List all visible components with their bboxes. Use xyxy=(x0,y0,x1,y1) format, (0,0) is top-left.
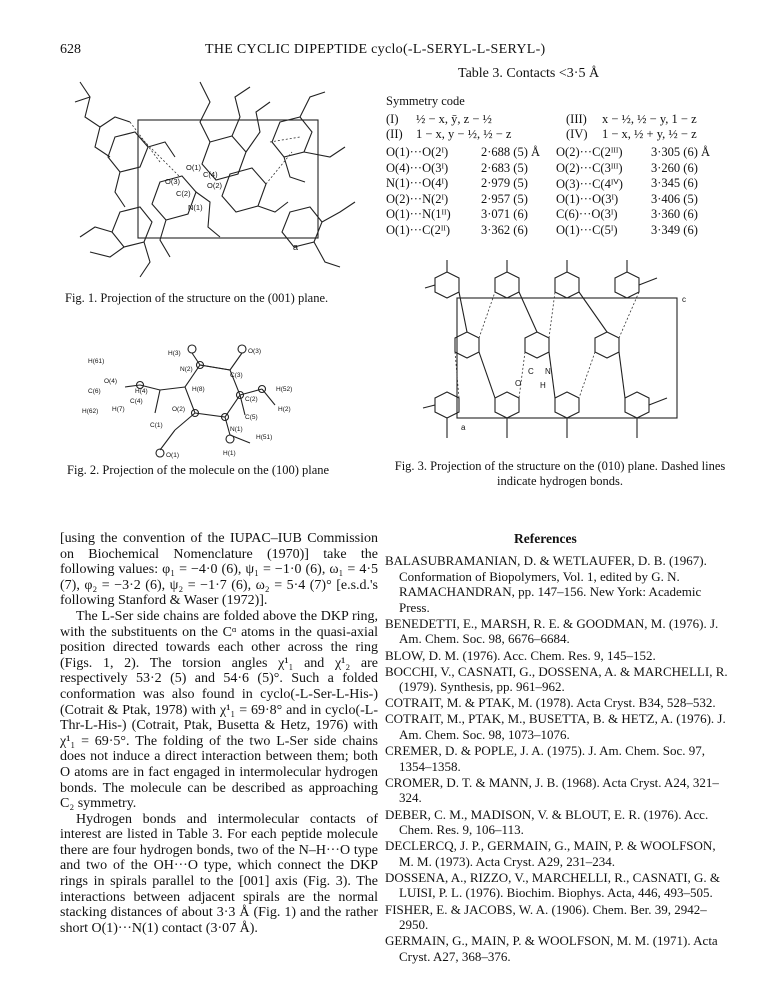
page-number: 628 xyxy=(60,42,81,57)
fig2-label-o4: O(4) xyxy=(104,378,117,385)
reference-item: DEBER, C. M., MADISON, V. & BLOUT, E. R. (1976). Acc. Chem. Res. 9, 106–113. xyxy=(385,806,709,838)
fig3-label-h: H xyxy=(540,381,546,390)
fig2-label-h4: H(4) xyxy=(135,388,148,395)
reference-item: COTRAIT, M. & PTAK, M. (1978). Acta Cryst. B34, 528–532. xyxy=(385,695,716,711)
contact-atoms: O(1)···C(2ᴵᴵ) xyxy=(386,222,450,237)
reference-item: FISHER, E. & JACOBS, W. A. (1906). Chem. Ber. 39, 2942–2950. xyxy=(385,901,707,933)
contact-distance: 2·683 (5) xyxy=(481,160,528,175)
fig1-label-c4: C(4) xyxy=(203,170,218,179)
fig2-label-h2: H(2) xyxy=(278,406,291,413)
contact-row xyxy=(386,207,756,223)
references-heading: References xyxy=(514,531,577,546)
figure-3-structure xyxy=(395,258,705,453)
fig2-label-c1: C(1) xyxy=(150,422,163,429)
fig2-label-o1: O(1) xyxy=(166,452,179,459)
contact-atoms: O(2)···C(3ᴵᴵᴵ) xyxy=(556,160,623,175)
symmetry-expr: ½ − x, ȳ, z − ½ xyxy=(416,112,492,126)
symmetry-code: (II) xyxy=(386,127,403,141)
symmetry-code-heading: Symmetry code xyxy=(386,94,465,108)
symmetry-code: (III) xyxy=(566,112,587,126)
symmetry-expr: 1 − x, ½ + y, ½ − z xyxy=(602,127,697,141)
contacts-table xyxy=(386,145,756,238)
contact-atoms: O(1)···N(1ᴵᴵ) xyxy=(386,207,451,221)
fig1-label-o3: O(3) xyxy=(165,177,180,186)
fig1-label-c2: C(2) xyxy=(176,189,191,198)
contact-distance: 3·360 (6) xyxy=(651,207,698,221)
symmetry-row xyxy=(386,112,726,127)
contact-atoms: O(4)···O(3ᴵ) xyxy=(386,160,449,175)
reference-item: BLOW, D. M. (1976). Acc. Chem. Res. 9, 145–152. xyxy=(385,647,656,663)
symmetry-row xyxy=(386,127,726,142)
contact-distance: 3·345 (6) xyxy=(651,176,698,190)
contact-distance: 2·688 (5) Å xyxy=(481,145,541,159)
fig2-label-n2: N(2) xyxy=(180,366,193,373)
reference-item: COTRAIT, M., PTAK, M., BUSETTA, B. & HETZ, A. (1976). J. Am. Chem. Soc. 98, 1073–1076. xyxy=(385,711,726,743)
contact-atoms: O(3)···C(4ᴵⱽ) xyxy=(556,177,623,191)
reference-item: BOCCHI, V., CASNATI, G., DOSSENA, A. & MARCHELLI, R. (1979). Synthesis, pp. 961–962. xyxy=(385,663,728,695)
fig2-label-h61: H(61) xyxy=(88,358,105,365)
body-paragraph-3: Hydrogen bonds and intermolecular contacts of interest are listed in Table 3. For each peptide molecule there are four hydrogen bonds, two of the N–H···O type and two of the OH···O type, which connect the DKP rings in spirals parallel to the [001] axis (Fig. 3). The interactions between adjacent spirals are the normal stacking distances of about 3·3 Å (Fig. 1) and the rather short O(1)···N(1) contact (3·07 Å). xyxy=(60,811,378,936)
reference-item: GERMAIN, G., MAIN, P. & WOOLFSON, M. M. (1971). Acta Cryst. A27, 368–376. xyxy=(385,933,718,964)
body-text-column xyxy=(60,531,378,936)
fig1-axis-a: a xyxy=(293,242,299,252)
reference-item: CREMER, D. & POPLE, J. A. (1975). J. Am. Chem. Soc. 97, 1354–1358. xyxy=(385,743,705,774)
figure-3-caption-line-1: Fig. 3. Projection of the structure on the (010) plane. Dashed lines xyxy=(394,459,726,473)
fig2-label-h1: H(1) xyxy=(223,450,236,457)
fig2-label-o2: O(2) xyxy=(172,406,185,413)
fig2-label-c6: C(6) xyxy=(88,388,101,395)
reference-item: CROMER, D. T. & MANN, J. B. (1968). Acta Cryst. A24, 321–324. xyxy=(385,774,719,806)
contact-atoms: O(1)···O(3ᴵ) xyxy=(556,191,619,206)
contact-distance: 3·071 (6) xyxy=(481,207,528,221)
body-paragraph-2: The L-Ser side chains are folded above the DKP ring, with the substituents on the Cᵅ atoms in the quasi-axial position directed towards each other across the ring (Figs. 1, 2). The torsion angles χ¹₁ and χ¹₂ are respectively 53·2 (5) and 54·6 (5)°. Such a folded conformation was also found in cyclo(-L-Ser-L-His-) (Cotrait & Ptak, 1978) with χ¹₁ = 69·8° and in cyclo(-L-Thr-L-His-) (Cotrait, Ptak, Busetta & Hetz, 1976) with χ¹₁ = 69·5°. The folding of the two L-Ser side chains does not induce a direct interaction between them; both O atoms are in fact engaged in intermolecular hydrogen bonds. The molecule can be described as approaching C₂ symmetry. xyxy=(60,608,378,812)
symmetry-expr: 1 − x, y − ½, ½ − z xyxy=(416,127,512,141)
fig2-label-c2: C(2) xyxy=(245,396,258,403)
contact-distance: 3·406 (5) xyxy=(651,191,698,206)
figure-3-caption-line-2: indicate hydrogen bonds. xyxy=(496,474,623,488)
symmetry-code-table xyxy=(386,112,726,142)
fig2-label-o3: O(3) xyxy=(248,348,261,355)
table-3-title: Table 3. Contacts <3·5 Å xyxy=(458,66,600,81)
contact-row xyxy=(386,176,756,192)
body-paragraph-1: [using the convention of the IUPAC–IUB Commission on Biochemical Nomenclature (1970)] take the following values: φ₁ = −4·0 (6), ψ₁ = −1·0 (6), ω₁ = 4·5 (7), φ₂ = −3·2 (6), ψ₂ = −1·7 (6), ω₂ = 5·4 (7)° [e.s.d.'s following Stanford & Waser (1972)]. xyxy=(60,531,378,609)
contact-atoms: O(1)···C(5ᴵ) xyxy=(556,222,618,237)
fig1-label-n1: N(1) xyxy=(188,203,203,212)
figure-1-structure xyxy=(60,62,365,287)
symmetry-expr: x − ½, ½ − y, 1 − z xyxy=(602,112,697,126)
contact-distance: 3·349 (6) xyxy=(651,222,698,237)
contact-distance: 2·957 (5) xyxy=(481,191,528,206)
references-list xyxy=(385,553,730,965)
fig3-axis-a: a xyxy=(461,423,466,432)
contact-atoms: O(2)···C(2ᴵᴵᴵ) xyxy=(556,145,623,159)
fig2-label-n1: N(1) xyxy=(230,426,243,433)
fig2-label-h52: H(52) xyxy=(276,386,293,393)
symmetry-code: (IV) xyxy=(566,127,588,141)
symmetry-code: (I) xyxy=(386,112,399,126)
fig1-label-o2: O(2) xyxy=(207,181,222,190)
contact-atoms: C(6)···O(3ᴵ) xyxy=(556,207,618,221)
fig2-label-h8: H(8) xyxy=(192,386,205,393)
fig2-label-h51: H(51) xyxy=(256,434,273,441)
contact-row xyxy=(386,223,756,239)
fig3-axis-c: c xyxy=(682,295,686,304)
reference-item: DOSSENA, A., RIZZO, V., MARCHELLI, R., CASNATI, G. & LUISI, P. L. (1976). Biochim. Biophys. Acta, 446, 493–505. xyxy=(385,869,721,901)
contact-atoms: N(1)···O(4ᴵ) xyxy=(386,176,449,190)
contact-distance: 3·362 (6) xyxy=(481,222,528,237)
contact-row xyxy=(386,145,756,161)
fig3-unit-cell xyxy=(457,298,677,418)
reference-item: BENEDETTI, E., MARSH, R. E. & GOODMAN, M. (1976). J. Am. Chem. Soc. 98, 6676–6684. xyxy=(385,615,719,647)
fig2-label-h3: H(3) xyxy=(168,350,181,357)
contact-row xyxy=(386,192,756,208)
contact-distance: 3·260 (6) xyxy=(651,160,698,175)
contact-atoms: O(2)···N(2ᴵ) xyxy=(386,191,449,206)
contact-distance: 2·979 (5) xyxy=(481,176,528,190)
figure-1-caption: Fig. 1. Projection of the structure on the (001) plane. xyxy=(65,291,329,305)
reference-item: DECLERCQ, J. P., GERMAIN, G., MAIN, P. & WOOLFSON, M. M. (1973). Acta Cryst. A29, 231–234. xyxy=(385,838,716,869)
fig2-label-h62: H(62) xyxy=(82,408,99,415)
contact-atoms: O(1)···O(2ᴵ) xyxy=(386,145,449,159)
figure-3-caption xyxy=(385,459,735,489)
fig3-label-c: C xyxy=(528,367,534,376)
fig2-label-c4: C(4) xyxy=(130,398,143,405)
contact-row xyxy=(386,161,756,177)
running-title: THE CYCLIC DIPEPTIDE cyclo(-L-SERYL-L-SERYL-) xyxy=(205,42,546,57)
fig1-label-o1: O(1) xyxy=(186,163,201,172)
fig2-label-h7: H(7) xyxy=(112,406,125,413)
fig2-label-c5: C(5) xyxy=(245,414,258,421)
contact-distance: 3·305 (6) Å xyxy=(651,145,711,159)
figure-2-caption: Fig. 2. Projection of the molecule on the (100) plane xyxy=(67,463,330,477)
fig3-label-n: N xyxy=(545,367,551,376)
figure-2-molecule xyxy=(80,335,340,460)
fig3-label-o: O xyxy=(515,379,522,388)
fig2-label-c3: C(3) xyxy=(230,372,243,379)
reference-item: BALASUBRAMANIAN, D. & WETLAUFER, D. B. (1967). Conformation of Biopolymers, Vol. 1, edited by G. N. RAMACHANDRAN, pp. 147–156. New York: Academic Press. xyxy=(385,553,707,615)
